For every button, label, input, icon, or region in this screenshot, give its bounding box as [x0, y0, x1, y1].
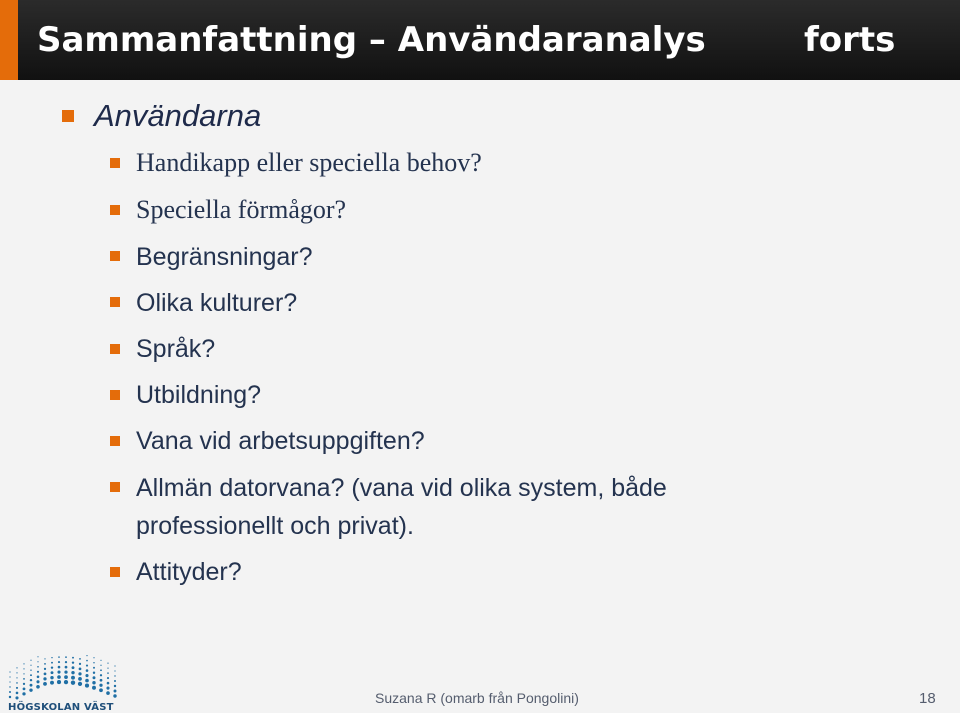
- logo-dot: [114, 675, 115, 676]
- logo-dot: [16, 687, 18, 689]
- slide-title: Sammanfattning – Användaranalys: [37, 20, 706, 60]
- logo-dot: [37, 661, 38, 662]
- logo-dot: [16, 682, 18, 684]
- logo-dot: [100, 665, 101, 666]
- logo-dot: [85, 674, 88, 677]
- logo-dot: [71, 680, 75, 684]
- logo-dot: [23, 688, 26, 691]
- logo-dot: [51, 662, 53, 664]
- logo-dot: [9, 671, 10, 672]
- slide-title-suffix: forts: [804, 20, 896, 60]
- bullet-square-icon: [110, 567, 120, 577]
- bullet-square-icon: [110, 344, 120, 354]
- accent-stripe: [0, 0, 18, 80]
- logo-dot: [107, 682, 110, 685]
- bullet-square-icon: [110, 205, 120, 215]
- logo-dot: [93, 672, 95, 674]
- logo-dot: [9, 676, 10, 677]
- logo-dot: [114, 680, 116, 682]
- logo-dot: [51, 671, 54, 674]
- logo-dot: [58, 666, 61, 669]
- footer-author: Suzana R (omarb från Pongolini): [375, 690, 579, 706]
- logo-dot: [22, 692, 25, 695]
- logo-dot: [72, 661, 74, 663]
- logo-dot: [100, 660, 101, 661]
- list-item: Olika kulturer?: [136, 289, 298, 317]
- list-item: Attityder?: [136, 558, 242, 586]
- logo-dot: [23, 683, 25, 685]
- logo-dot: [92, 686, 96, 690]
- logo-dot: [71, 671, 74, 674]
- logo-dot: [51, 657, 52, 658]
- list-item: Vana vid arbetsuppgiften?: [136, 427, 425, 455]
- logo-dot: [79, 663, 81, 665]
- list-item-continuation: professionellt och privat).: [136, 512, 414, 540]
- logo-dot: [36, 680, 39, 683]
- title-bar: [0, 0, 960, 80]
- logo-dot: [23, 678, 25, 680]
- logo-dot: [37, 675, 40, 678]
- bullet-square-icon: [110, 297, 120, 307]
- logo-dot: [57, 675, 61, 679]
- logo-text: HÖGSKOLAN VÄST: [8, 702, 114, 713]
- logo-dot: [107, 662, 108, 663]
- list-item: Utbildning?: [136, 381, 262, 409]
- logo-dot: [114, 690, 117, 693]
- logo-dot: [30, 660, 31, 661]
- logo-dot: [79, 668, 82, 671]
- logo-dot: [78, 672, 81, 675]
- logo-dot: [57, 671, 60, 674]
- logo-dot: [16, 692, 19, 695]
- logo-dot: [44, 668, 46, 670]
- list-item: Speciella förmågor?: [136, 195, 347, 224]
- logo-dot: [50, 676, 53, 679]
- logo-dot: [44, 672, 47, 675]
- list-item: Begränsningar?: [136, 243, 313, 271]
- logo-dot: [16, 667, 17, 668]
- bullet-square-icon: [110, 436, 120, 446]
- logo-dot: [65, 656, 67, 658]
- logo-dot: [51, 666, 53, 668]
- logo-dot: [9, 696, 11, 698]
- logo-dot: [44, 658, 45, 659]
- logo-dot: [9, 691, 11, 693]
- list-item: Allmän datorvana? (vana vid olika system, både: [136, 474, 667, 502]
- logo-dot: [78, 682, 82, 686]
- logo-dot: [72, 666, 75, 669]
- logo-dot: [99, 688, 103, 692]
- logo-dot: [15, 696, 18, 699]
- logo-dot: [85, 684, 89, 688]
- logo-dot: [114, 670, 115, 671]
- logo-dot: [44, 663, 46, 665]
- logo-dot: [57, 680, 61, 684]
- logo-dot: [29, 688, 32, 691]
- logo-dot: [50, 681, 54, 685]
- logo-dot: [37, 656, 38, 657]
- list-item: Handikapp eller speciella behov?: [136, 148, 482, 177]
- page-number: 18: [919, 690, 936, 707]
- logo-dot: [99, 684, 102, 687]
- logo-dot: [64, 670, 67, 673]
- logo-dot: [30, 669, 31, 670]
- logo-dot: [65, 666, 68, 669]
- logo-dot: [114, 685, 116, 687]
- logo-dot: [58, 661, 60, 663]
- logo-dot: [86, 665, 88, 667]
- logo-dot: [107, 677, 109, 679]
- logo-dot: [43, 677, 46, 680]
- logo-dot: [23, 673, 24, 674]
- logo-dot: [86, 669, 89, 672]
- list-item: Språk?: [136, 335, 216, 363]
- logo-dot: [9, 681, 10, 682]
- logo-dot: [71, 676, 75, 680]
- logo-dot: [113, 694, 116, 697]
- logo-dot: [37, 671, 39, 673]
- logo-dot: [9, 686, 10, 687]
- logo-dot: [78, 677, 82, 681]
- logo-dot: [106, 687, 109, 690]
- logo-dot: [72, 657, 74, 659]
- logo-dot: [93, 667, 95, 669]
- logo-dot: [36, 685, 40, 689]
- logo-dot: [92, 681, 95, 684]
- section-heading: Användarna: [94, 98, 262, 133]
- logo-dot: [100, 674, 102, 676]
- logo-dot: [16, 672, 17, 673]
- logo-dot: [100, 669, 102, 671]
- logo-dot: [64, 675, 68, 679]
- logo-dot: [43, 682, 47, 686]
- bullet-square-icon: [110, 390, 120, 400]
- logo-dot: [86, 655, 87, 656]
- logo-dot: [16, 677, 17, 678]
- logo-dot: [100, 679, 103, 682]
- logo-dot: [65, 661, 67, 663]
- bullet-square-icon: [110, 482, 120, 492]
- logo-dot: [106, 691, 110, 695]
- logo-dot: [30, 665, 31, 666]
- logo-dot: [23, 663, 24, 664]
- logo-dot: [58, 656, 60, 658]
- logo-dot: [107, 667, 108, 668]
- logo-dot: [37, 666, 39, 668]
- logo-dot: [30, 674, 32, 676]
- logo-dot: [86, 660, 88, 662]
- logo-dot: [30, 679, 32, 681]
- bullet-square-icon: [62, 110, 74, 122]
- bullet-square-icon: [110, 251, 120, 261]
- logo-dot: [85, 679, 89, 683]
- logo-dot: [93, 662, 94, 663]
- bullet-square-icon: [110, 158, 120, 168]
- logo-dot: [79, 658, 81, 660]
- logo-dot: [30, 684, 33, 687]
- logo-dot: [23, 668, 24, 669]
- logo-dot: [93, 657, 94, 658]
- logo-dot: [64, 680, 68, 684]
- logo-dot: [107, 672, 109, 674]
- logo-dot: [114, 665, 115, 666]
- logo-dot: [93, 676, 96, 679]
